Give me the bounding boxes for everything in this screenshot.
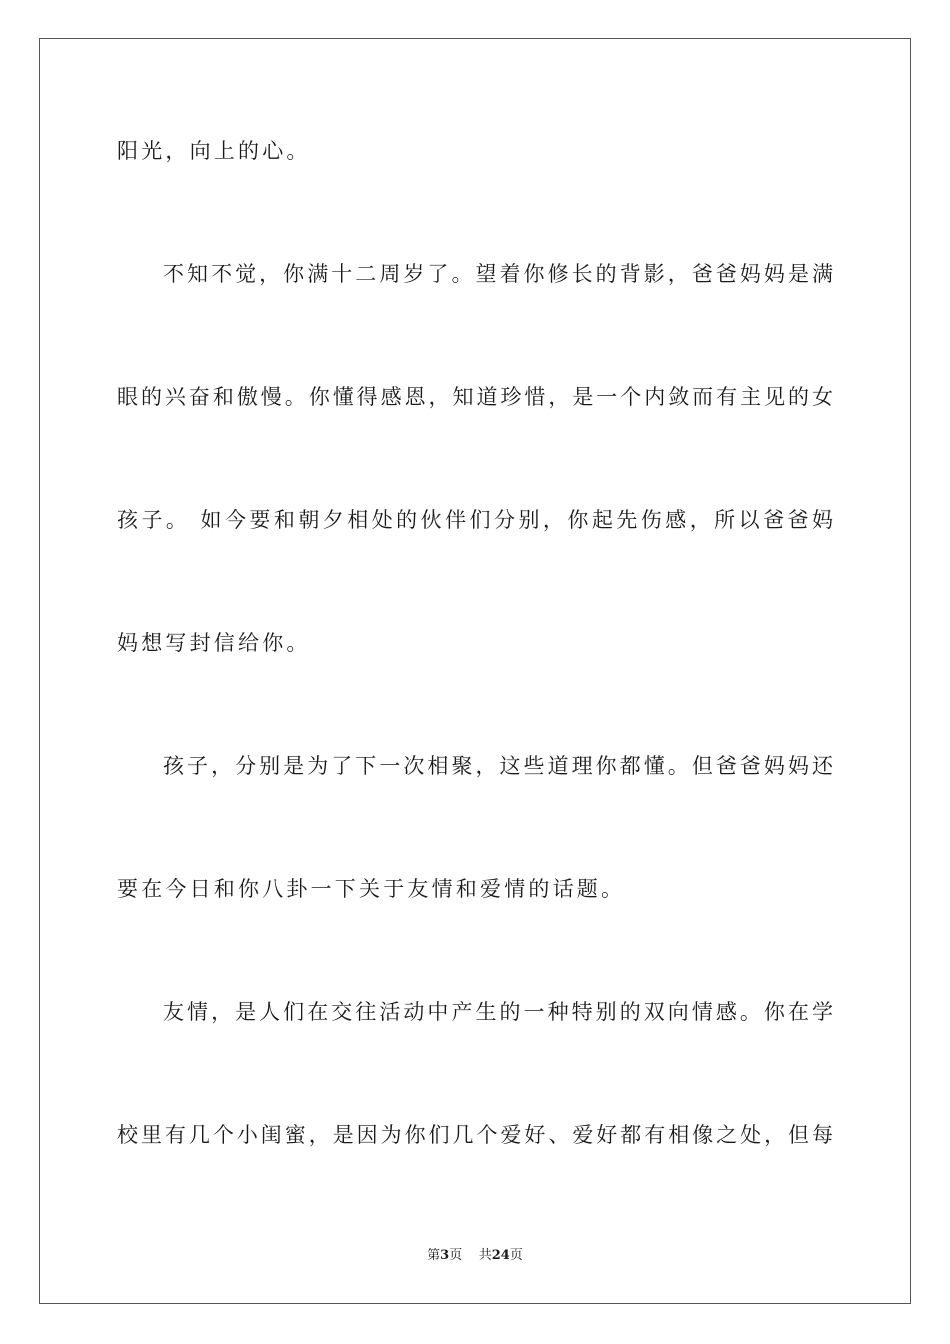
total-page-count: 24: [491, 1248, 510, 1263]
text-line: 阳光，向上的心。: [117, 139, 311, 163]
text-line: 校里有几个小闺蜜，是因为你们几个爱好、爱好都有相像之处，但每: [117, 1123, 833, 1147]
text-line: 妈想写封信给你。: [117, 631, 311, 655]
footer-total-prefix: 共: [478, 1248, 492, 1263]
page-border: [39, 38, 911, 1304]
text-line: 孩子，分别是为了下一次相聚，这些道理你都懂。但爸爸妈妈还: [163, 754, 833, 778]
footer-total-suffix: 页: [509, 1248, 523, 1263]
text-line: 友情，是人们在交往活动中产生的一种特别的双向情感。你在学: [163, 1000, 833, 1024]
text-line: 孩子。 如今要和朝夕相处的伙伴们分别，你起先伤感，所以爸爸妈: [117, 508, 833, 532]
text-line: 眼的兴奋和傲慢。你懂得感恩，知道珍惜，是一个内敛而有主见的女: [117, 385, 833, 409]
text-line: 要在今日和你八卦一下关于友情和爱情的话题。: [117, 877, 626, 901]
footer-prefix: 第: [427, 1248, 441, 1263]
current-page-number: 3: [440, 1248, 450, 1263]
footer-page-suffix: 页: [449, 1248, 463, 1263]
page-footer: [0, 1247, 950, 1265]
text-line: 不知不觉，你满十二周岁了。望着你修长的背影，爸爸妈妈是满: [163, 262, 833, 286]
